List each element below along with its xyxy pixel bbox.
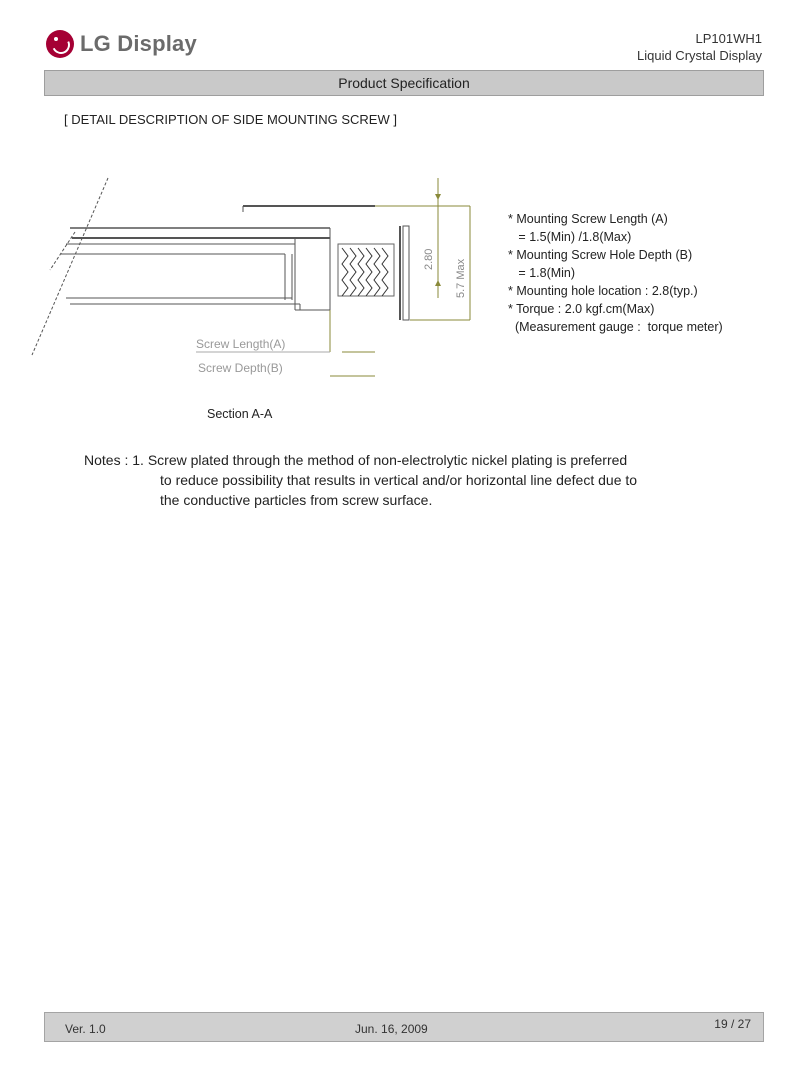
- dimension-outer-label: 5.7 Max: [455, 258, 467, 298]
- page-number: 19 / 27: [714, 1017, 751, 1031]
- brand-name: LG Display: [80, 31, 197, 56]
- document-id: [637, 30, 762, 64]
- screw-depth-label: Screw Depth(B): [198, 361, 283, 375]
- spec-line: * Torque : 2.0 kgf.cm(Max): [508, 302, 655, 316]
- page-title: Product Specification: [338, 75, 470, 91]
- spec-line: * Mounting Screw Length (A): [508, 212, 668, 226]
- spec-line: (Measurement gauge : torque meter): [508, 320, 723, 334]
- version: Ver. 1.0: [65, 1022, 106, 1036]
- figure-caption: Section A-A: [207, 407, 273, 421]
- date: Jun. 16, 2009: [355, 1022, 428, 1036]
- lg-logo-icon: [46, 30, 74, 58]
- product-type: Liquid Crystal Display: [637, 48, 762, 63]
- notes-prefix: Notes : 1.: [84, 452, 144, 468]
- spec-line: = 1.8(Min): [508, 266, 576, 280]
- page-footer: [44, 1012, 764, 1042]
- spec-list: [508, 210, 723, 336]
- notes: [84, 450, 744, 510]
- spec-line: = 1.5(Min) /1.8(Max): [508, 230, 632, 244]
- dimension-inner-label: 2.80: [423, 248, 435, 270]
- mounting-screw-drawing: [30, 170, 480, 395]
- spec-line: * Mounting Screw Hole Depth (B): [508, 248, 693, 262]
- page-title-bar: [44, 70, 764, 96]
- model-number: LP101WH1: [695, 31, 762, 46]
- notes-line-1: Screw plated through the method of non-electrolytic nickel plating is preferred: [147, 452, 628, 468]
- notes-line-3: the conductive particles from screw surface.: [160, 492, 433, 508]
- notes-line-2: to reduce possibility that results in vertical and/or horizontal line defect due to: [160, 472, 638, 488]
- screw-length-label: Screw Length(A): [196, 337, 286, 351]
- spec-line: * Mounting hole location : 2.8(typ.): [508, 284, 698, 298]
- section-title: [ DETAIL DESCRIPTION OF SIDE MOUNTING SCREW ]: [64, 112, 397, 127]
- brand-logo: [46, 28, 197, 60]
